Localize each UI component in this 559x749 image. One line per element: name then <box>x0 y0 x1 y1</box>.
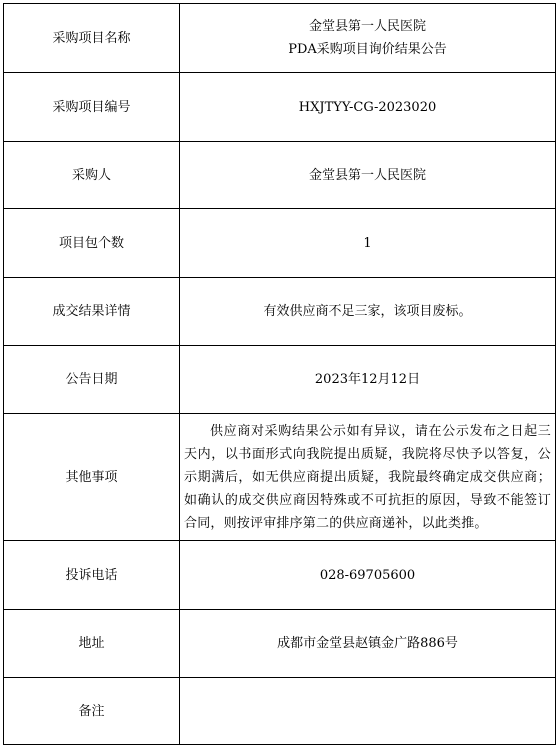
value-address: 成都市金堂县赵镇金广路886号 <box>180 610 556 678</box>
table-row <box>4 4 556 73</box>
table-row <box>4 541 556 610</box>
label-notice-date: 公告日期 <box>4 346 180 414</box>
label-remarks: 备注 <box>4 678 180 745</box>
project-name-line-1: 金堂县第一人民医院 <box>308 19 426 34</box>
table-row <box>4 678 556 745</box>
notice-table <box>3 3 556 745</box>
value-project-name <box>180 4 556 73</box>
table-row <box>4 610 556 678</box>
label-project-name: 采购项目名称 <box>4 4 180 73</box>
value-complaint-phone: 028-69705600 <box>180 541 556 610</box>
value-result-details: 有效供应商不足三家，该项目废标。 <box>180 278 556 346</box>
label-address: 地址 <box>4 610 180 678</box>
label-other-matters: 其他事项 <box>4 414 180 541</box>
value-notice-date: 2023年12月12日 <box>180 346 556 414</box>
label-result-details: 成交结果详情 <box>4 278 180 346</box>
project-name-line-2: PDA采购项目询价结果公告 <box>288 42 447 57</box>
table-row <box>4 346 556 414</box>
table-row <box>4 278 556 346</box>
value-purchaser: 金堂县第一人民医院 <box>180 142 556 209</box>
label-complaint-phone: 投诉电话 <box>4 541 180 610</box>
value-other-matters <box>180 414 556 541</box>
table-row <box>4 209 556 278</box>
table-row <box>4 142 556 209</box>
label-purchaser: 采购人 <box>4 142 180 209</box>
value-project-number: HXJTYY-CG-2023020 <box>180 73 556 142</box>
label-package-count: 项目包个数 <box>4 209 180 278</box>
other-matters-text: 供应商对采购结果公示如有异议，请在公示发布之日起三天内，以书面形式向我院提出质疑，我院将尽快予以答复，公示期满后，如无供应商提出质疑，我院最终确定成交供应商；如确认的成交供应商因特殊或不可抗拒的原因，导致不能签订合同，则按评审排序第二的供应商递补，以此类推。 <box>184 423 551 531</box>
table-row <box>4 414 556 541</box>
value-package-count: 1 <box>180 209 556 278</box>
label-project-number: 采购项目编号 <box>4 73 180 142</box>
table-row <box>4 73 556 142</box>
value-remarks <box>180 678 556 745</box>
